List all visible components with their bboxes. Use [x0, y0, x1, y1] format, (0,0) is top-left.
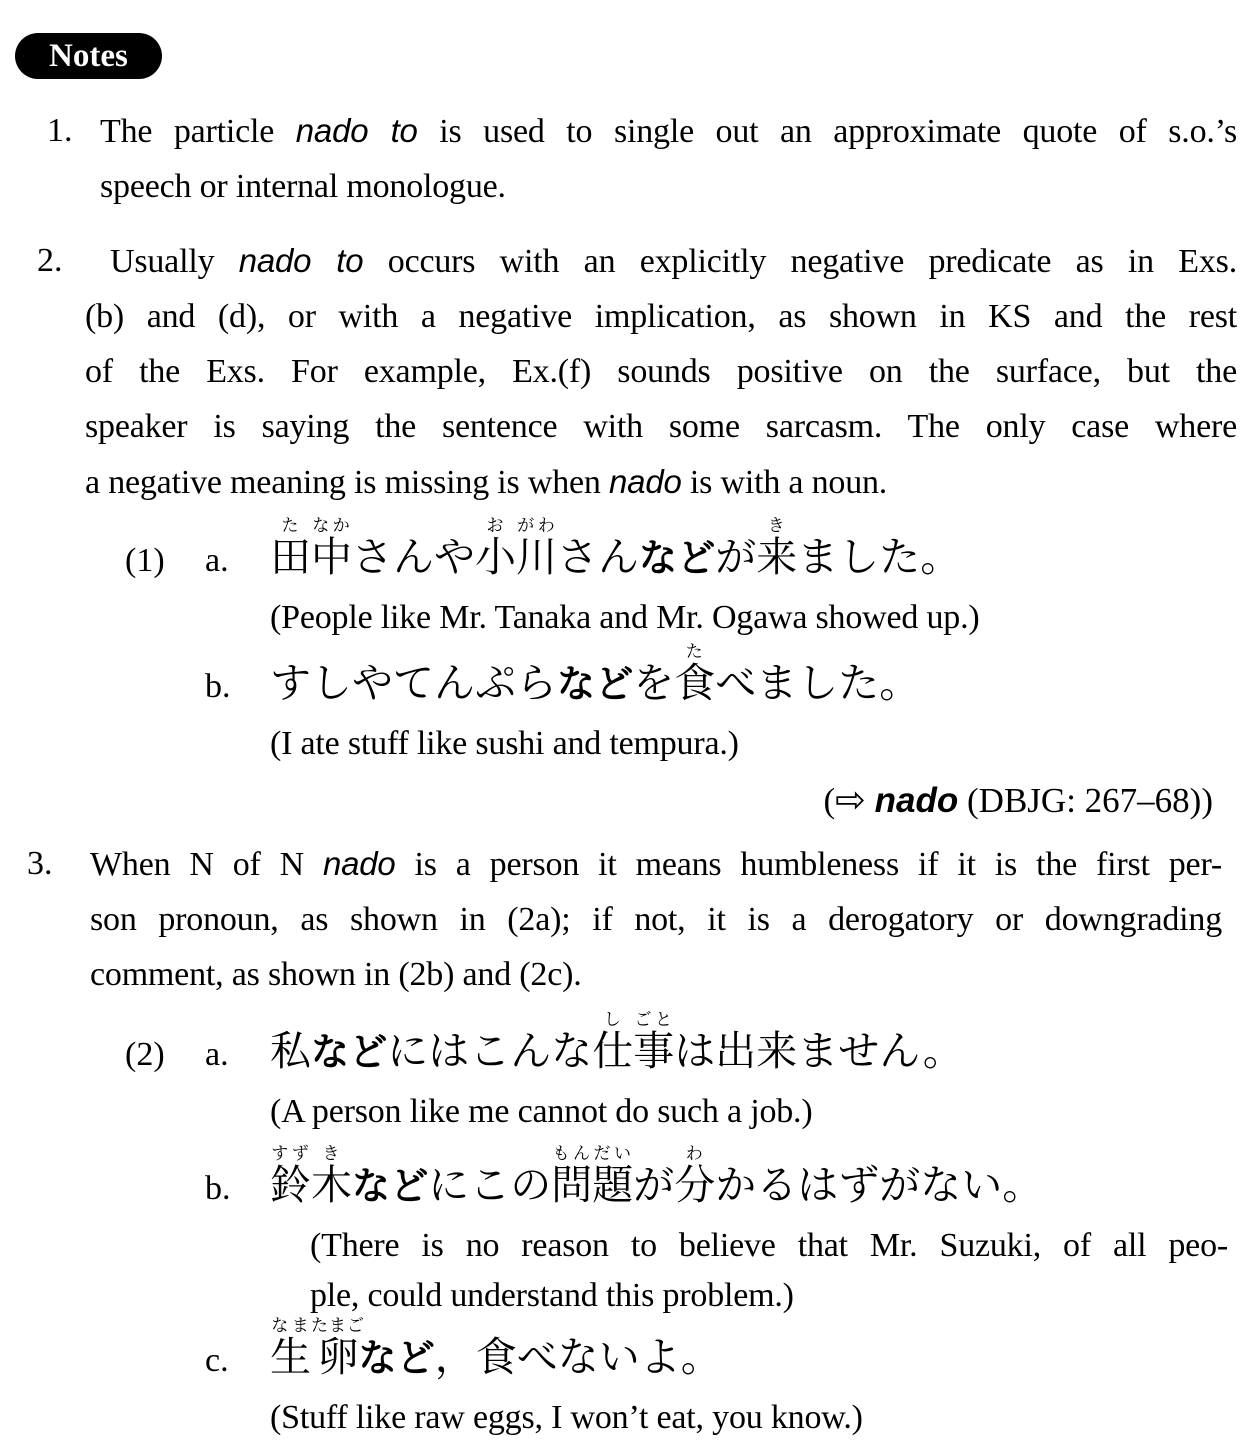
text-run: ました。 — [797, 533, 962, 581]
note-number-1: 1. — [47, 112, 73, 149]
text-run: かるはずがない。 — [715, 1161, 1044, 1209]
note-item-3 — [27, 836, 1223, 1002]
ruby-furigana: 生なま — [270, 1316, 311, 1381]
text-run: is used to single out an approximate quote of s.o.’s — [417, 113, 1237, 150]
japanese-sentence-1a — [270, 516, 1238, 591]
text-run: さん — [557, 533, 639, 581]
text-run: は出来ません。 — [674, 1027, 964, 1075]
japanese-sentence-1b — [270, 642, 1238, 717]
example-2b-content — [270, 1144, 1238, 1321]
ruby-furigana: 川がわ — [516, 516, 557, 581]
text-run: にこの — [428, 1161, 552, 1209]
example-letter-1b: b. — [205, 668, 231, 705]
text-run: 私 — [270, 1027, 311, 1075]
text-run: (b) and (d), or with a negative implication, as shown in KS and the rest — [85, 298, 1237, 335]
note-3-line-2 — [90, 892, 1222, 947]
japanese-sentence-2b — [270, 1144, 1238, 1219]
note-number-3: 3. — [27, 845, 53, 882]
text-run: ，食べないよ。 — [434, 1333, 722, 1381]
ruby-furigana: 小お — [475, 516, 516, 581]
note-item-1 — [47, 103, 1237, 214]
english-translation-2a: (A person like me cannot do such a job.) — [270, 1092, 813, 1130]
ruby-furigana: 田た — [270, 516, 311, 581]
english-translation-2b-line-2: ple, could understand this problem.) — [310, 1276, 794, 1314]
text-run: The particle — [100, 113, 296, 150]
text-run: comment, as shown in (2b) and (2c). — [90, 956, 582, 993]
english-translation-1a: (People like Mr. Tanaka and Mr. Ogawa showed up.) — [270, 598, 980, 636]
text-run: nado to — [238, 242, 364, 279]
text-run: is a person it means humbleness if it is the first per- — [395, 846, 1223, 883]
text-run: など — [358, 1336, 435, 1380]
text-run: nado — [874, 781, 959, 820]
example-1b — [125, 642, 1238, 769]
ruby-furigana: 分わ — [674, 1144, 716, 1209]
note-number-2: 2. — [37, 242, 63, 279]
text-run: すしやてんぷら — [270, 659, 557, 707]
example-letter-1a: a. — [205, 542, 229, 579]
text-run: が — [633, 1161, 675, 1209]
note-2-line-4 — [85, 399, 1237, 454]
note-2-line-3 — [85, 344, 1237, 399]
english-translation-2b-line-1: (There is no reason to believe that Mr. Suzuki, of all peo- — [310, 1226, 1228, 1264]
text-run: など — [639, 536, 716, 580]
text-run: (DBJG: 267–68)) — [958, 781, 1213, 820]
text-run: a negative meaning is missing is when — [85, 464, 610, 501]
text-run: speaker is saying the sentence with some sarcasm. The only case where — [85, 408, 1237, 445]
text-run: of the Exs. For example, Ex.(f) sounds positive on the surface, but the — [85, 353, 1237, 390]
example-letter-2b: b. — [205, 1170, 231, 1207]
text-run: など — [557, 662, 634, 706]
note-3-line-1 — [90, 836, 1222, 892]
text-run: べました。 — [715, 659, 921, 707]
example-1a — [125, 516, 1238, 643]
example-group-label-2: (2) — [125, 1036, 165, 1073]
text-run — [866, 781, 875, 820]
notes-badge — [15, 33, 162, 79]
english-translation-2c: (Stuff like raw eggs, I won’t eat, you know.) — [270, 1398, 863, 1436]
japanese-sentence-2c — [270, 1316, 1238, 1391]
text-run: Usually — [110, 243, 239, 280]
note-2-line-2 — [85, 289, 1237, 344]
rightwards-white-arrow-icon: ⇨ — [835, 778, 866, 821]
note-2-line-1 — [85, 233, 1237, 289]
text-run: nado — [609, 463, 682, 500]
text-run: が — [715, 533, 757, 581]
note-item-2 — [37, 233, 1237, 510]
text-run: son pronoun, as shown in (2a); if not, it is a derogatory or downgrading — [90, 901, 1222, 938]
text-run: is with a noun. — [681, 464, 888, 501]
text-run: にはこんな — [387, 1027, 593, 1075]
ruby-furigana: 卵たまご — [311, 1316, 365, 1381]
note-1-line-2 — [100, 159, 1237, 214]
text-run: speech or internal monologue. — [100, 168, 506, 205]
text-run: nado to — [295, 112, 418, 149]
ruby-furigana: 木き — [311, 1144, 352, 1209]
example-1b-content — [270, 642, 1238, 769]
japanese-sentence-2a — [270, 1010, 1238, 1085]
text-run: など — [352, 1164, 429, 1208]
note-2-line-5 — [85, 454, 1237, 510]
example-2a — [125, 1010, 1238, 1137]
example-2c — [125, 1316, 1238, 1443]
note-3-line-3 — [90, 947, 1222, 1002]
text-run: など — [311, 1030, 388, 1074]
example-2b — [125, 1144, 1238, 1321]
cross-reference — [823, 772, 1213, 828]
example-letter-2c: c. — [205, 1342, 229, 1379]
text-run: さんや — [352, 533, 475, 581]
example-letter-2a: a. — [205, 1036, 229, 1073]
ruby-furigana: 鈴すず — [270, 1144, 311, 1209]
note-1-line-1 — [100, 103, 1237, 159]
text-run: occurs with an explicitly negative predicate as in Exs. — [363, 243, 1237, 280]
ruby-furigana: 来き — [756, 516, 798, 581]
example-1a-content — [270, 516, 1238, 643]
text-run: When N of N — [90, 846, 323, 883]
text-run: ( — [823, 781, 836, 820]
text-run: を — [633, 659, 675, 707]
ruby-furigana: 食た — [674, 642, 716, 707]
text-run: nado — [322, 845, 396, 882]
ruby-furigana: 問もん — [551, 1144, 593, 1209]
example-2c-content — [270, 1316, 1238, 1443]
notes-badge-label: Notes — [49, 38, 128, 74]
english-translation-1b: (I ate stuff like sushi and tempura.) — [270, 724, 739, 762]
ruby-furigana: 中なか — [311, 516, 352, 581]
ruby-furigana: 題だい — [592, 1144, 634, 1209]
ruby-furigana: 事ごと — [633, 1010, 675, 1075]
ruby-furigana: 仕し — [592, 1010, 634, 1075]
example-group-label-1: (1) — [125, 542, 165, 579]
example-2a-content — [270, 1010, 1238, 1137]
